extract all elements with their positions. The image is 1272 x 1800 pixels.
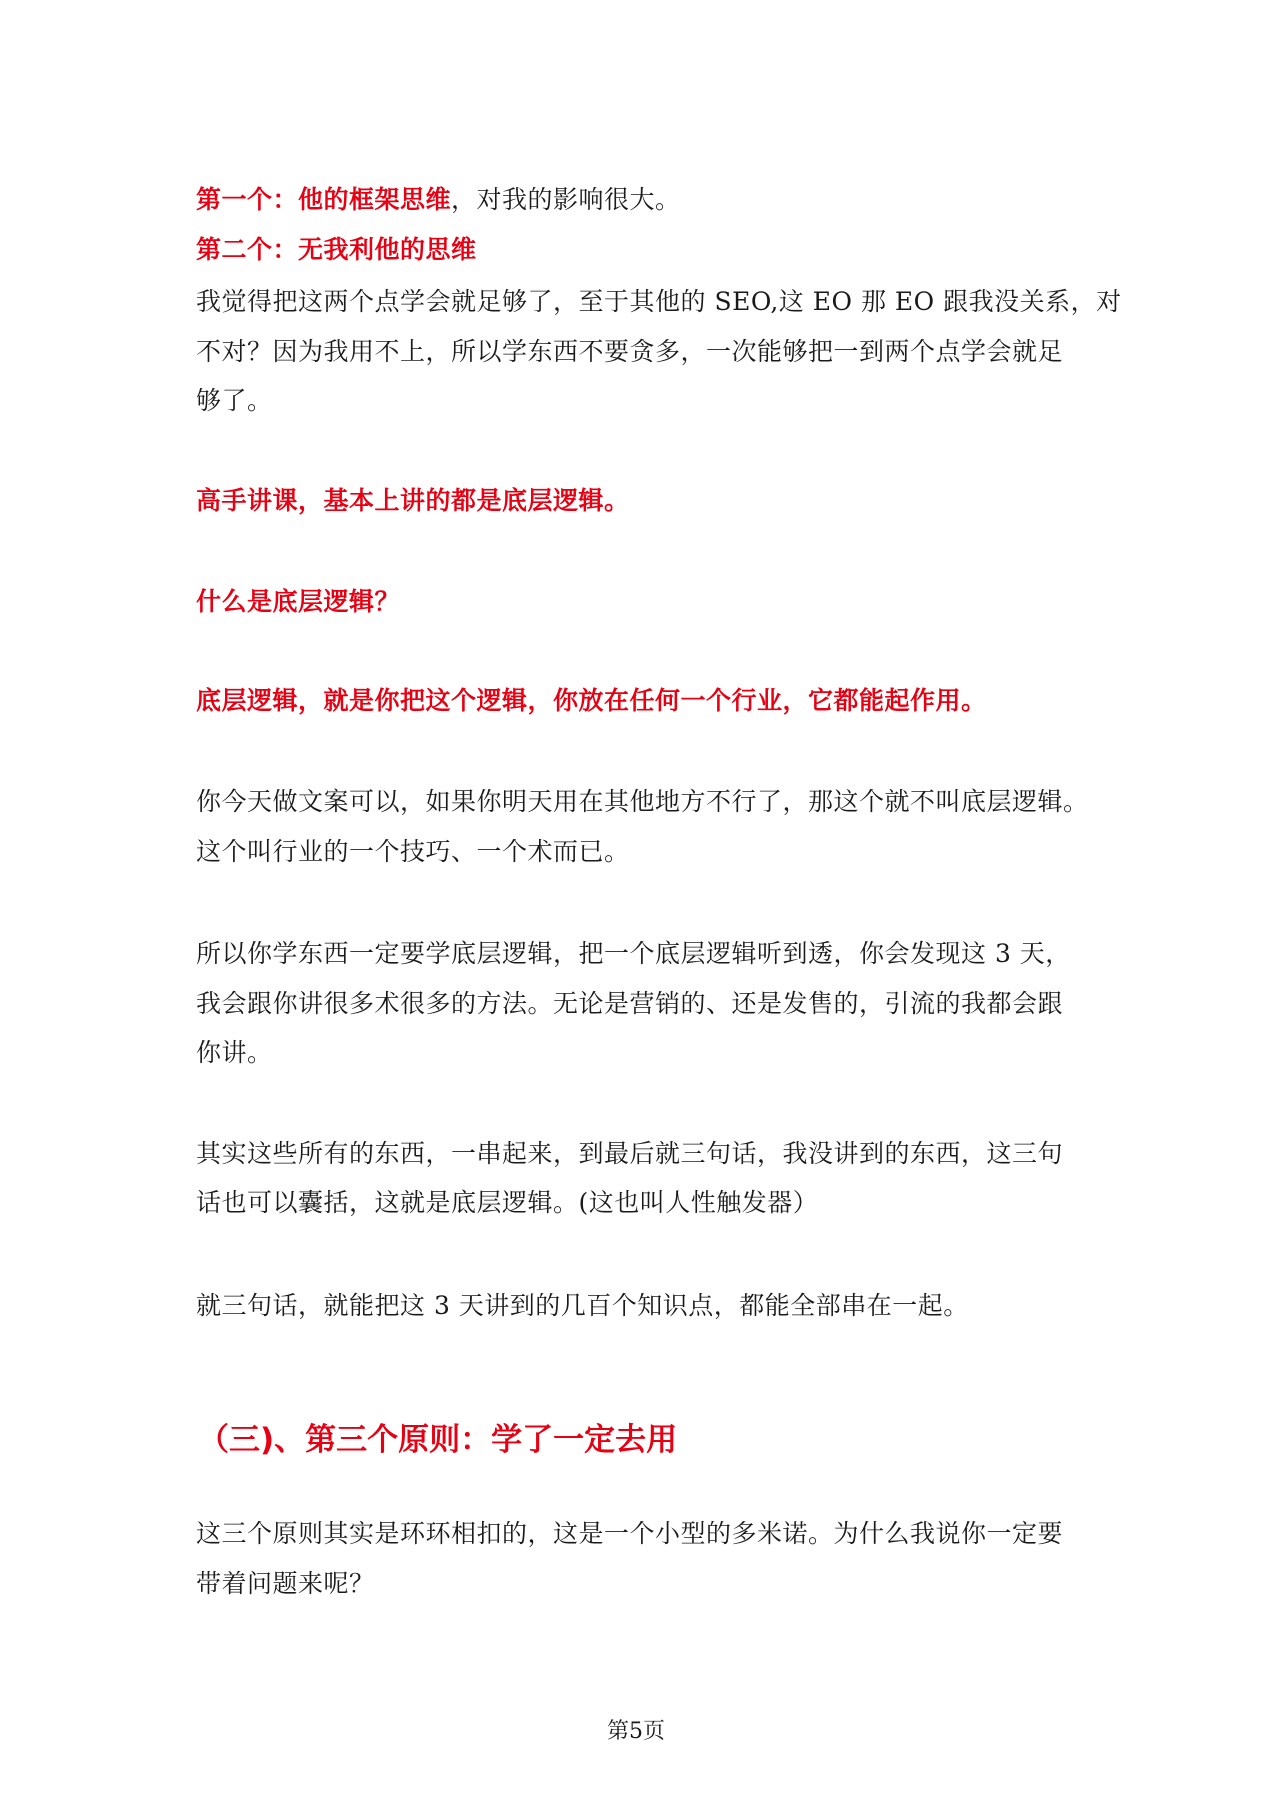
paragraph-line: 所以你学东西一定要学底层逻辑，把一个底层逻辑听到透，你会发现这 3 天， — [196, 939, 1071, 968]
paragraph-line: 其实这些所有的东西，一串起来，到最后就三句话，我没讲到的东西，这三句 — [196, 1139, 1064, 1168]
highlight-question: 什么是底层逻辑？ — [196, 587, 401, 616]
paragraph-line: 你讲。 — [196, 1038, 273, 1067]
paragraph-line: 不对？因为我用不上，所以学东西不要贪多，一次能够把一到两个点学会就足 — [196, 337, 1064, 366]
paragraph-line: 够了。 — [196, 386, 273, 415]
first-point-label: 第一个：他的框架思维 — [196, 185, 452, 214]
highlight-definition: 底层逻辑，就是你把这个逻辑，你放在任何一个行业，它都能起作用。 — [196, 686, 987, 715]
page-number: 第5页 — [607, 1719, 665, 1744]
first-point-line — [196, 184, 681, 216]
paragraph-line: 我觉得把这两个点学会就足够了，至于其他的 SEO,这 EO 那 EO 跟我没关系，对 — [196, 287, 1122, 316]
paragraph-line: 带着问题来呢？ — [196, 1569, 375, 1598]
paragraph-line: 这三个原则其实是环环相扣的，这是一个小型的多米诺。为什么我说你一定要 — [196, 1519, 1064, 1548]
paragraph-line: 这个叫行业的一个技巧、一个术而已。 — [196, 837, 630, 866]
second-point-line: 第二个：无我利他的思维 — [196, 235, 477, 264]
section-heading: （三)、第三个原则：学了一定去用 — [198, 1422, 678, 1458]
paragraph-line: 就三句话，就能把这 3 天讲到的几百个知识点，都能全部串在一起。 — [196, 1291, 969, 1320]
first-point-text: ，对我的影响很大。 — [451, 185, 681, 214]
paragraph-line: 我会跟你讲很多术很多的方法。无论是营销的、还是发售的，引流的我都会跟 — [196, 989, 1064, 1018]
paragraph-line: 话也可以囊括，这就是底层逻辑。(这也叫人性触发器） — [196, 1188, 819, 1217]
paragraph-line: 你今天做文案可以，如果你明天用在其他地方不行了，那这个就不叫底层逻辑。 — [196, 787, 1089, 816]
highlight-statement: 高手讲课，基本上讲的都是底层逻辑。 — [196, 486, 630, 515]
